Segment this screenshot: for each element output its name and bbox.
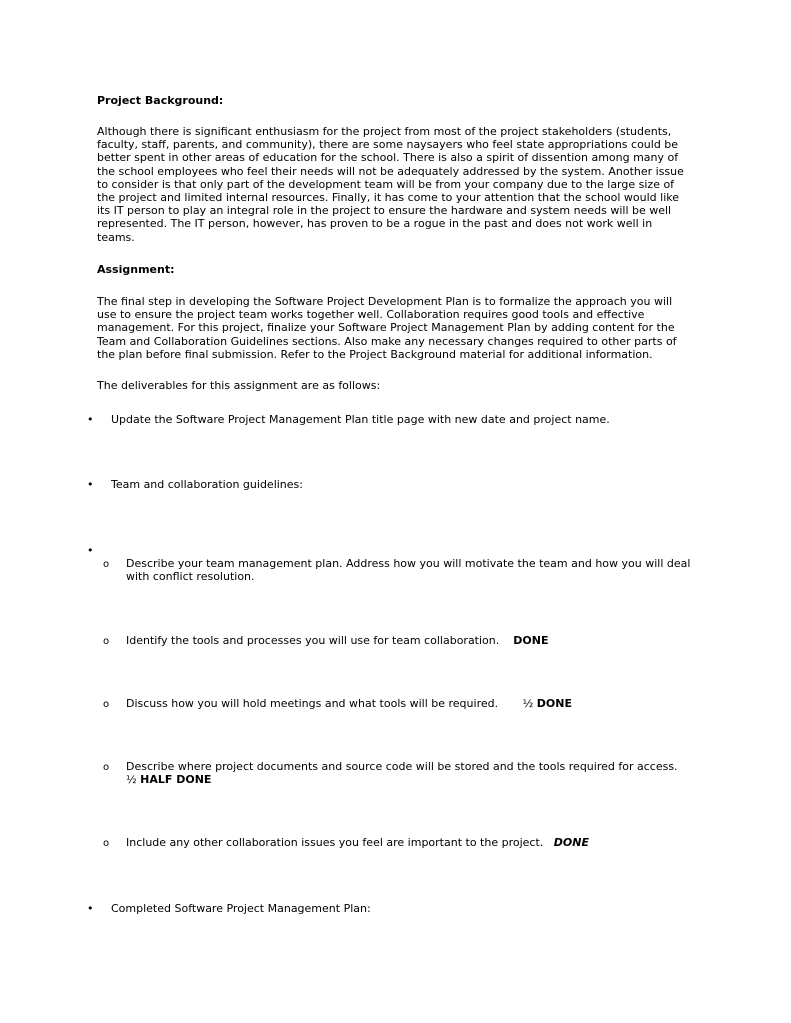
paragraph-line: teams. — [97, 230, 135, 244]
paragraph-line: Team and Collaboration Guidelines sections. Also make any necessary changes required to other parts of — [97, 334, 677, 348]
sub-bullet-icon: o — [103, 636, 110, 647]
sub-item-line: Describe your team management plan. Address how you will motivate the team and how you will deal — [126, 557, 691, 570]
paragraph-line: represented. The IT person, however, has proven to be a rogue in the past and does not work well in — [97, 217, 653, 231]
project-background-heading: Project Background: — [97, 94, 224, 107]
paragraph-line: better spent in other areas of education for the school. There is also a spirit of dissention among many of — [97, 151, 679, 165]
status-done: DONE — [513, 634, 549, 647]
sub-item-line: Describe where project documents and source code will be stored and the tools required for access. — [126, 760, 678, 773]
sub-item-collaboration-tools — [126, 634, 706, 647]
paragraph-line: to consider is that only part of the development team will be from your company due to the large size of — [97, 177, 675, 191]
sub-item-team-management — [126, 557, 706, 583]
paragraph-line: The final step in developing the Software Project Development Plan is to formalize the approach you will — [97, 295, 673, 308]
sub-item-text: Identify the tools and processes you will use for team collaboration. — [126, 634, 500, 647]
sub-bullet-icon: o — [103, 762, 110, 773]
paragraph-line: the plan before final submission. Refer to the Project Background material for additional information. — [97, 347, 653, 361]
sub-item-other-issues — [126, 836, 706, 849]
bullet-icon: • — [87, 413, 94, 426]
paragraph-line: Although there is significant enthusiasm for the project from most of the project stakeholders (students, — [97, 125, 672, 138]
assignment-heading: Assignment: — [97, 263, 175, 276]
paragraph-line: management. For this project, finalize your Software Project Management Plan by adding content for the — [97, 321, 675, 335]
deliverables-intro-text: The deliverables for this assignment are as follows: — [97, 379, 381, 392]
status-done: DONE — [553, 836, 589, 849]
sub-item-line: with conflict resolution. — [126, 570, 255, 584]
deliverable-completed-plan: Completed Software Project Management Plan: — [111, 902, 371, 915]
paragraph-line: use to ensure the project team works together well. Collaboration requires good tools and effective — [97, 308, 645, 322]
sub-bullet-icon: o — [103, 838, 110, 849]
bullet-icon: • — [87, 544, 94, 557]
half-mark: ½ — [522, 697, 534, 710]
paragraph-line: its IT person to play an integral role in the project to ensure the hardware and system needs will be well — [97, 204, 672, 218]
sub-item-text: Discuss how you will hold meetings and what tools will be required. — [126, 697, 499, 710]
sub-item-meetings — [126, 697, 706, 710]
sub-item-text: Include any other collaboration issues you feel are important to the project. — [126, 836, 544, 849]
bullet-icon: • — [87, 902, 94, 915]
sub-bullet-icon: o — [103, 559, 110, 570]
deliverables-intro — [97, 379, 691, 392]
bullet-icon: • — [87, 478, 94, 491]
paragraph-line: the project and limited internal resources. Finally, it has come to your attention that the school would like — [97, 191, 680, 205]
status-half-done: HALF DONE — [140, 773, 212, 787]
deliverable-title-page: Update the Software Project Management Plan title page with new date and project name. — [111, 413, 610, 426]
project-background-paragraph — [97, 125, 691, 244]
sub-bullet-icon: o — [103, 699, 110, 710]
paragraph-line: faculty, staff, parents, and community), there are some naysayers who feel state appropriations could be — [97, 138, 679, 152]
status-done: DONE — [536, 697, 572, 710]
paragraph-line: the school employees who feel their needs will not be adequately addressed by the system. Another issue — [97, 164, 684, 178]
assignment-paragraph — [97, 295, 691, 361]
deliverable-team-guidelines: Team and collaboration guidelines: — [111, 478, 303, 491]
sub-item-document-storage — [126, 760, 706, 786]
half-mark: ½ — [126, 773, 137, 787]
